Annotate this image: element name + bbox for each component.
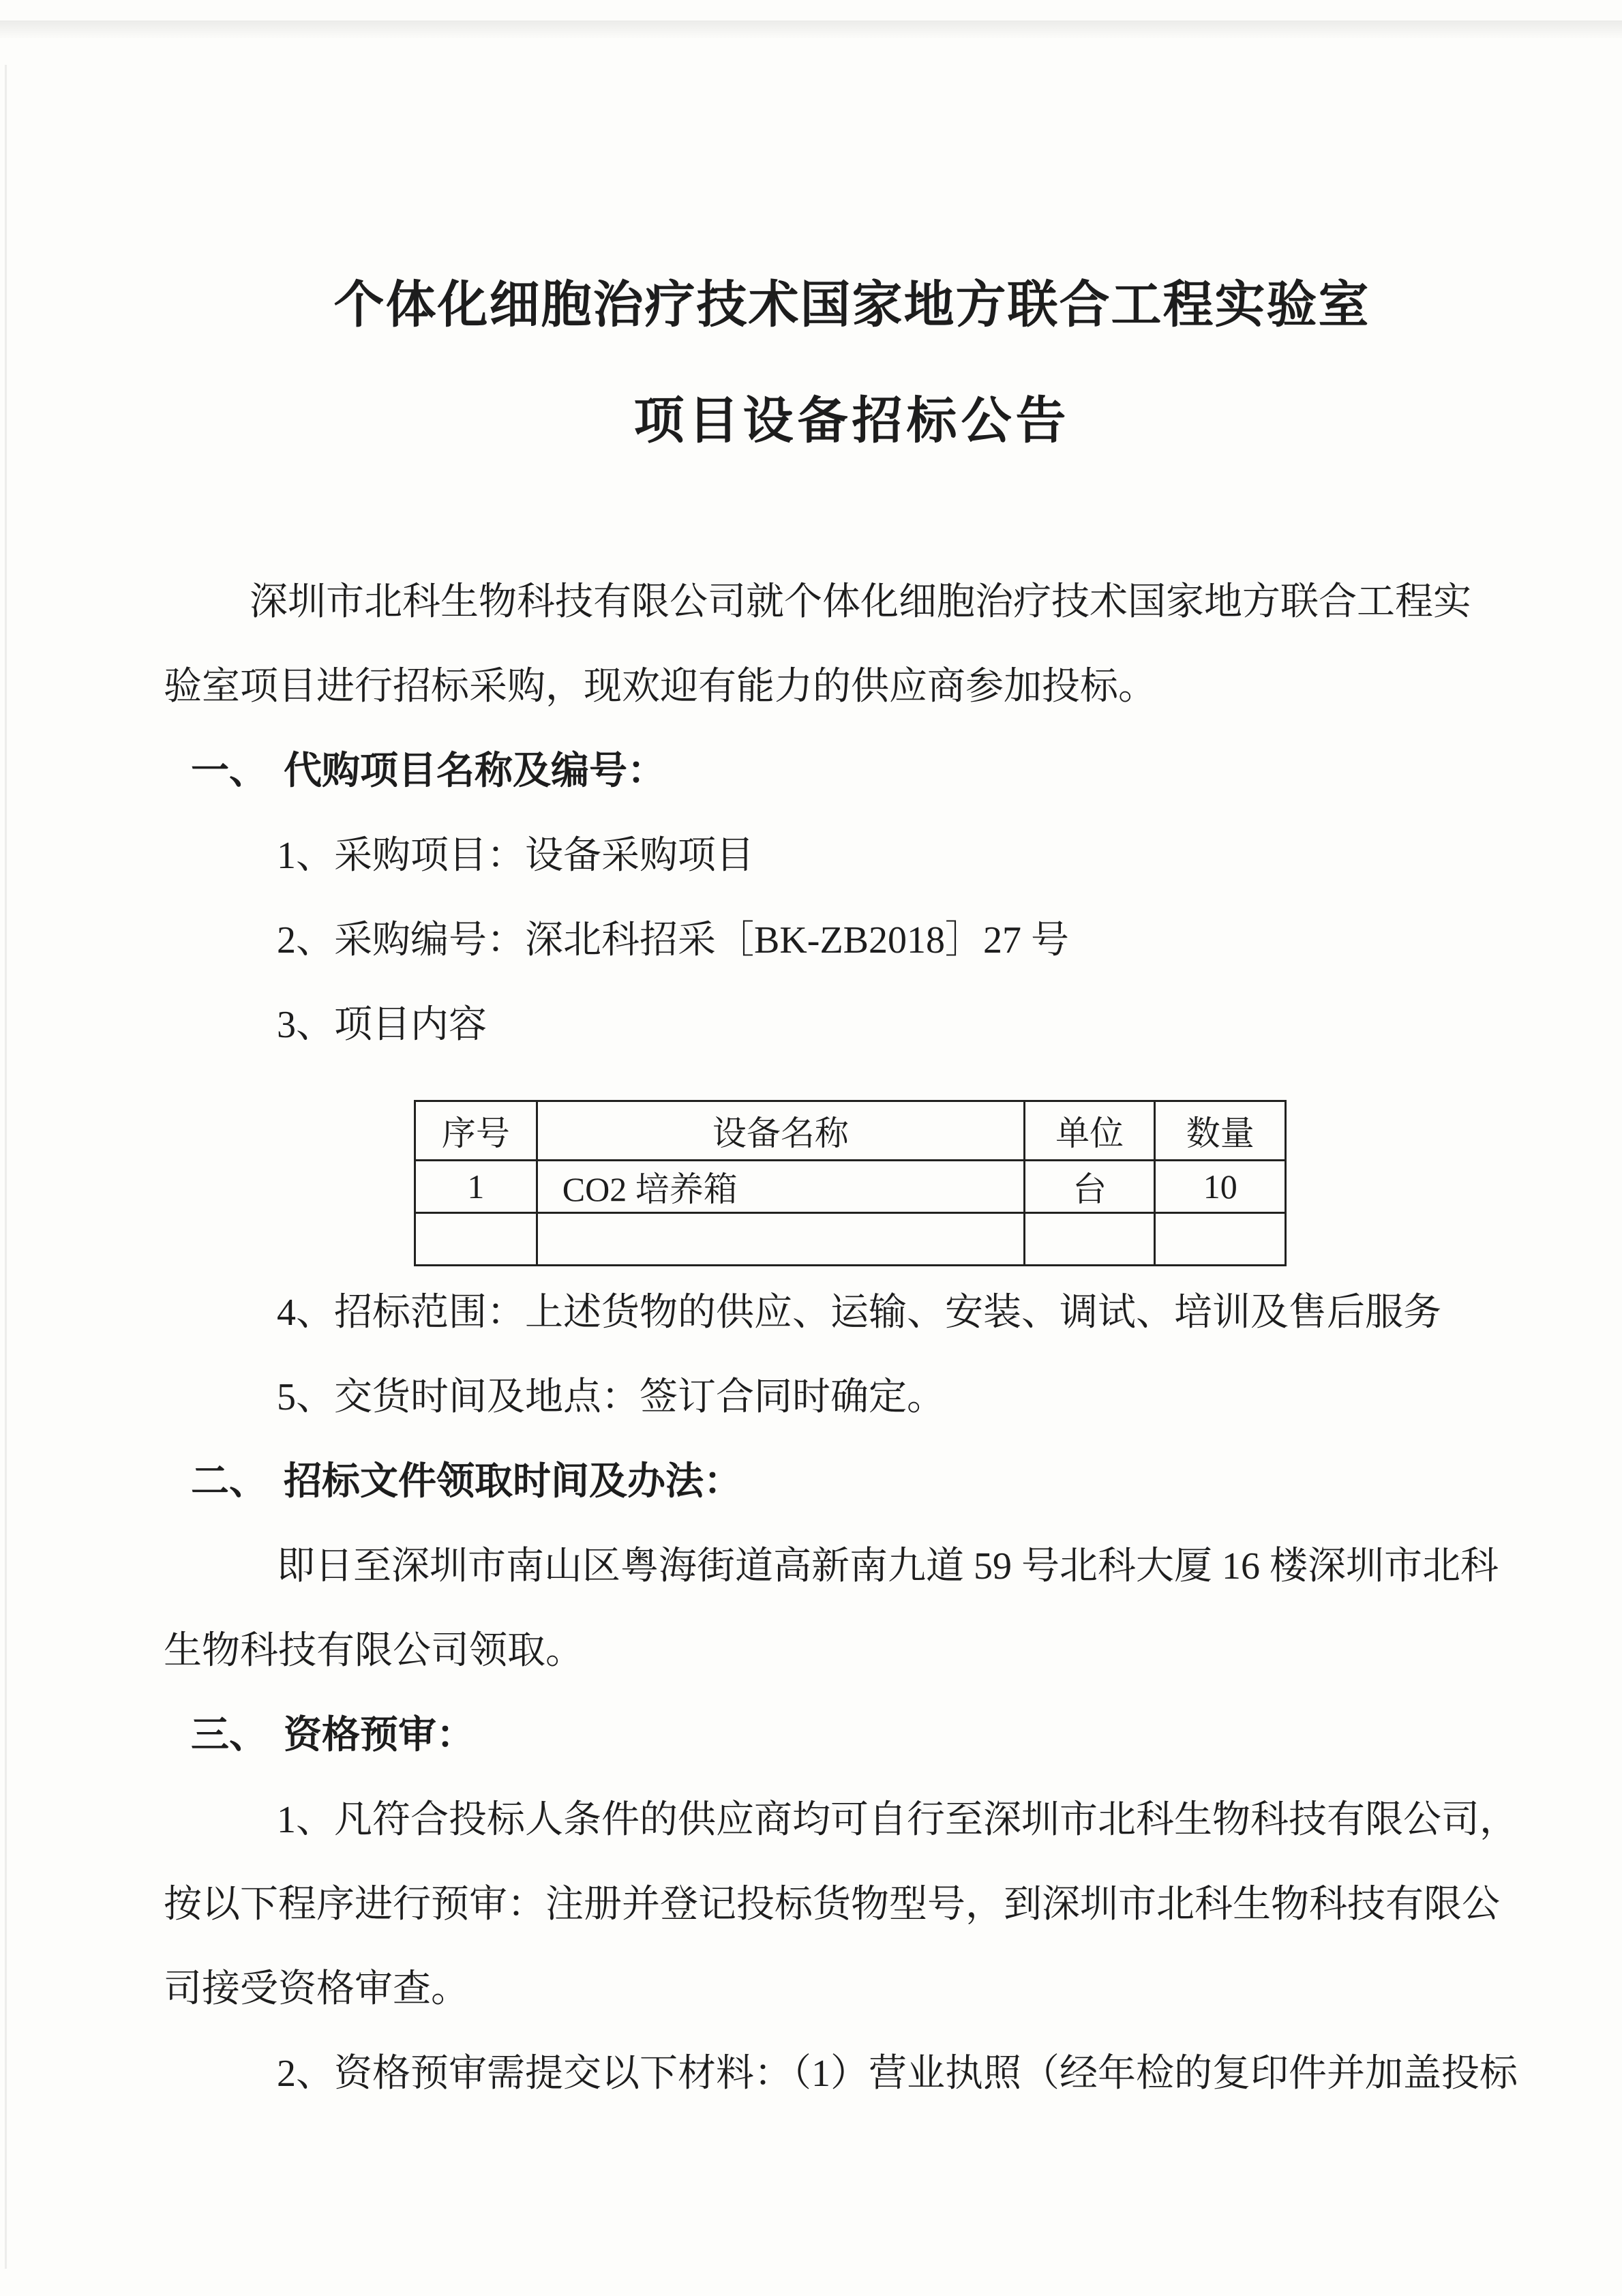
intro-paragraph-line2: 验室项目进行招标采购，现欢迎有能力的供应商参加投标。 <box>164 666 1156 708</box>
document-title-line2: 项目设备招标公告 <box>633 393 1070 449</box>
section-1-item-project-content: 3、项目内容 <box>277 1004 487 1046</box>
section-1-item-delivery: 5、交货时间及地点：签订合同时确定。 <box>277 1376 945 1418</box>
section-1-item-purchase-project: 1、采购项目：设备采购项目 <box>277 835 754 877</box>
section-3-line1: 1、凡符合投标人条件的供应商均可自行至深圳市北科生物科技有限公司， <box>277 1799 1518 1841</box>
section-1-item-purchase-number: 2、采购编号：深北科招采［BK-ZB2018］27 号 <box>277 919 1069 961</box>
document-title-line1: 个体化细胞治疗技术国家地方联合工程实验室 <box>333 278 1370 333</box>
section-2-heading <box>0 1440 1622 1524</box>
equipment-row2-name <box>537 1213 1024 1266</box>
section-1-heading <box>0 729 1622 814</box>
equipment-row1-name: CO2 培养箱 <box>537 1161 1024 1213</box>
equipment-row1-qty: 10 <box>1155 1161 1286 1213</box>
equipment-table-header-name: 设备名称 <box>537 1101 1024 1161</box>
equipment-table-row-1 <box>415 1161 1286 1213</box>
section-3-line2: 按以下程序进行预审：注册并登记投标货物型号，到深圳市北科生物科技有限公 <box>164 1883 1500 1926</box>
equipment-table-header-index: 序号 <box>415 1101 537 1161</box>
section-3-title: 资格预审： <box>284 1714 475 1757</box>
section-1-item-bid-scope: 4、招标范围：上述货物的供应、运输、安装、调试、培训及售后服务 <box>277 1292 1441 1334</box>
section-2-line1: 即日至深圳市南山区粤海街道高新南九道 59 号北科大厦 16 楼深圳市北科 <box>277 1545 1499 1587</box>
equipment-row2-qty <box>1155 1213 1286 1266</box>
section-3-line3: 司接受资格审查。 <box>164 1968 469 2010</box>
section-1-number: 一、 <box>191 750 267 792</box>
equipment-row1-unit: 台 <box>1024 1161 1155 1213</box>
equipment-table-header-qty: 数量 <box>1155 1101 1286 1161</box>
equipment-row2-index <box>415 1213 537 1266</box>
section-2-line2: 生物科技有限公司领取。 <box>164 1630 584 1672</box>
section-3-number: 三、 <box>191 1714 267 1757</box>
section-3-line4: 2、资格预审需提交以下材料：（1）营业执照（经年检的复印件并加盖投标 <box>277 2053 1518 2095</box>
equipment-row1-index: 1 <box>415 1161 537 1213</box>
section-1-title: 代购项目名称及编号： <box>284 750 665 792</box>
section-2-title: 招标文件领取时间及办法： <box>284 1461 742 1503</box>
equipment-table-header-unit: 单位 <box>1024 1101 1155 1161</box>
equipment-row2-unit <box>1024 1213 1155 1266</box>
equipment-table <box>414 1100 1287 1266</box>
equipment-table-header-row <box>415 1101 1286 1161</box>
equipment-table-row-2-empty <box>415 1213 1286 1266</box>
intro-paragraph-line1: 深圳市北科生物科技有限公司就个体化细胞治疗技术国家地方联合工程实 <box>250 581 1471 623</box>
section-3-heading <box>0 1693 1622 1778</box>
section-2-number: 二、 <box>191 1461 267 1503</box>
